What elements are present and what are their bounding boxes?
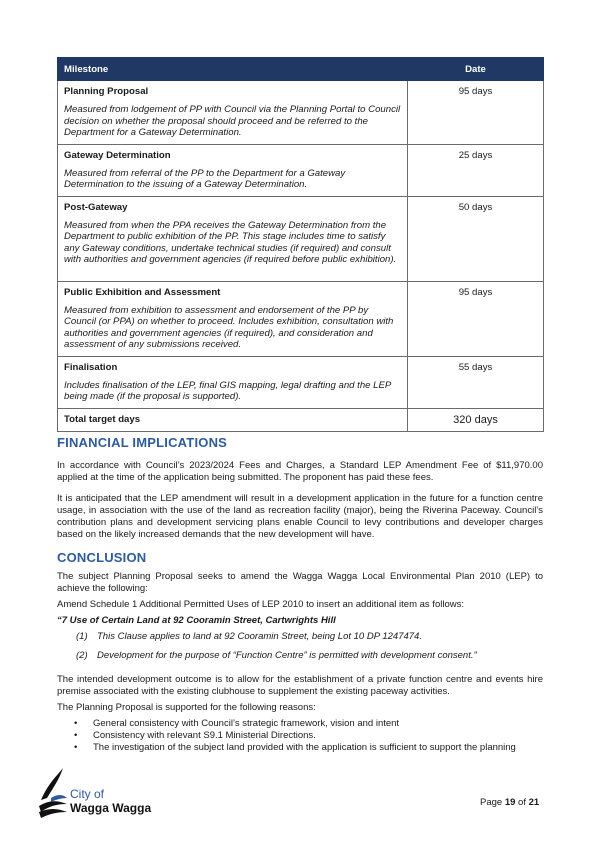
conclusion-paragraph-4: The Planning Proposal is supported for the following reasons: <box>57 702 316 713</box>
milestone-cell <box>58 81 408 145</box>
conclusion-paragraph-3: The intended development outcome is to allow for the establishment of a private function centre and events hire premise associated with the existing clubhouse to supplement the existing paceway activities. <box>57 674 543 697</box>
financial-paragraph-2: It is anticipated that the LEP amendment will result in a development application in the future for a function centre usage, in association with the use of the land as recreation facility (major), being the Riverina Paceway. Council’s contribution plans and development servicing plans enable Council to levy contributions and developer charges based on the likely increased demands that the new development will have. <box>57 493 543 540</box>
table-row <box>58 281 544 356</box>
milestone-cell <box>58 144 408 196</box>
milestone-cell <box>58 356 408 408</box>
milestone-description: Measured from lodgement of PP with Council via the Planning Portal to Council decision on whether the proposal should proceed and be referred to the Department for a Gateway Determination. <box>64 104 401 138</box>
conclusion-paragraph-2: Amend Schedule 1 Additional Permitted Uses of LEP 2010 to insert an additional item as follows: <box>57 599 464 610</box>
conclusion-heading: CONCLUSION <box>57 550 147 565</box>
list-item <box>57 650 543 662</box>
bullet-icon: • <box>74 742 78 753</box>
milestone-date: 25 days <box>408 144 544 196</box>
list-item <box>57 742 543 754</box>
financial-heading: FINANCIAL IMPLICATIONS <box>57 435 228 450</box>
list-item <box>57 730 543 742</box>
table-row <box>58 196 544 281</box>
clause-text: Development for the purpose of “Function Centre” is permitted with development consent.” <box>97 650 477 661</box>
reason-text: Consistency with relevant S9.1 Ministerial Directions. <box>93 730 316 741</box>
clause-text: This Clause applies to land at 92 Cooramin Street, being Lot 10 DP 1247474. <box>97 631 422 642</box>
total-value: 320 days <box>408 408 544 431</box>
milestone-description: Measured from when the PPA receives the Gateway Determination from the Department to public exhibition of the PP. This stage includes time to satisfy any Gateway conditions, undertake technical studies (if required) and consult with authorities and government agencies (if required before public exhibition). <box>64 219 397 265</box>
milestone-cell <box>58 196 408 281</box>
table-row <box>58 356 544 408</box>
logo-city-text: City of <box>70 787 105 801</box>
milestone-cell <box>58 281 408 356</box>
reason-text: General consistency with Council’s strategic framework, vision and intent <box>93 718 400 729</box>
milestone-column-header: Milestone <box>58 58 408 81</box>
milestone-title: Gateway Determination <box>64 149 171 161</box>
page-of: of <box>518 797 526 808</box>
milestone-title: Planning Proposal <box>64 86 149 97</box>
schedule-item-title: “7 Use of Certain Land at 92 Cooramin Street, Cartwrights Hill <box>57 615 336 626</box>
list-item <box>57 718 543 730</box>
milestone-description: Measured from exhibition to assessment and endorsement of the PP by Council (or PPA) on whether to proceed. Includes exhibition, consultation with authorities and government agencies (if required), and consideration and assessment of any submissions received. <box>64 304 394 350</box>
milestone-date: 95 days <box>408 81 544 145</box>
date-column-header: Date <box>408 58 544 81</box>
milestone-title: Finalisation <box>64 361 118 373</box>
bullet-icon: • <box>74 730 78 741</box>
table-row <box>58 144 544 196</box>
table-header-row <box>58 58 544 81</box>
table-total-row <box>58 408 544 431</box>
page-prefix: Page <box>480 797 503 808</box>
page-current: 19 <box>504 797 516 808</box>
clause-number: (1) <box>76 631 88 642</box>
milestone-description: Measured from referral of the PP to the Department for a Gateway Determination to the issuing of a Gateway Determination. <box>64 167 346 190</box>
clause-number: (2) <box>76 650 88 661</box>
table-row <box>58 81 544 145</box>
financial-paragraph-1: In accordance with Council’s 2023/2024 Fees and Charges, a Standard LEP Amendment Fee of $11,970.00 applied at the time of the application being submitted. The proponent has paid these fees. <box>57 460 543 483</box>
conclusion-paragraph-1: The subject Planning Proposal seeks to amend the Wagga Wagga Local Environmental Plan 2010 (LEP) to achieve the following: <box>57 571 543 594</box>
total-label: Total target days <box>58 408 408 431</box>
list-item <box>57 631 543 643</box>
milestone-date: 50 days <box>408 196 544 281</box>
bullet-icon: • <box>74 718 78 729</box>
milestone-title: Post-Gateway <box>64 201 128 213</box>
page-number <box>480 797 539 808</box>
reason-text: The investigation of the subject land provided with the application is sufficient to support the planning <box>93 742 516 753</box>
logo-name-text: Wagga Wagga <box>70 801 152 815</box>
milestone-date: 95 days <box>408 281 544 356</box>
page-total: 21 <box>528 797 540 808</box>
milestone-description: Includes finalisation of the LEP, final GIS mapping, legal drafting and the LEP being made (if the proposal is supported). <box>64 379 391 402</box>
clause-list <box>57 631 543 669</box>
milestone-table <box>57 57 544 432</box>
reasons-list <box>57 718 543 754</box>
milestone-title: Public Exhibition and Assessment <box>64 286 221 298</box>
milestone-date: 55 days <box>408 356 544 408</box>
